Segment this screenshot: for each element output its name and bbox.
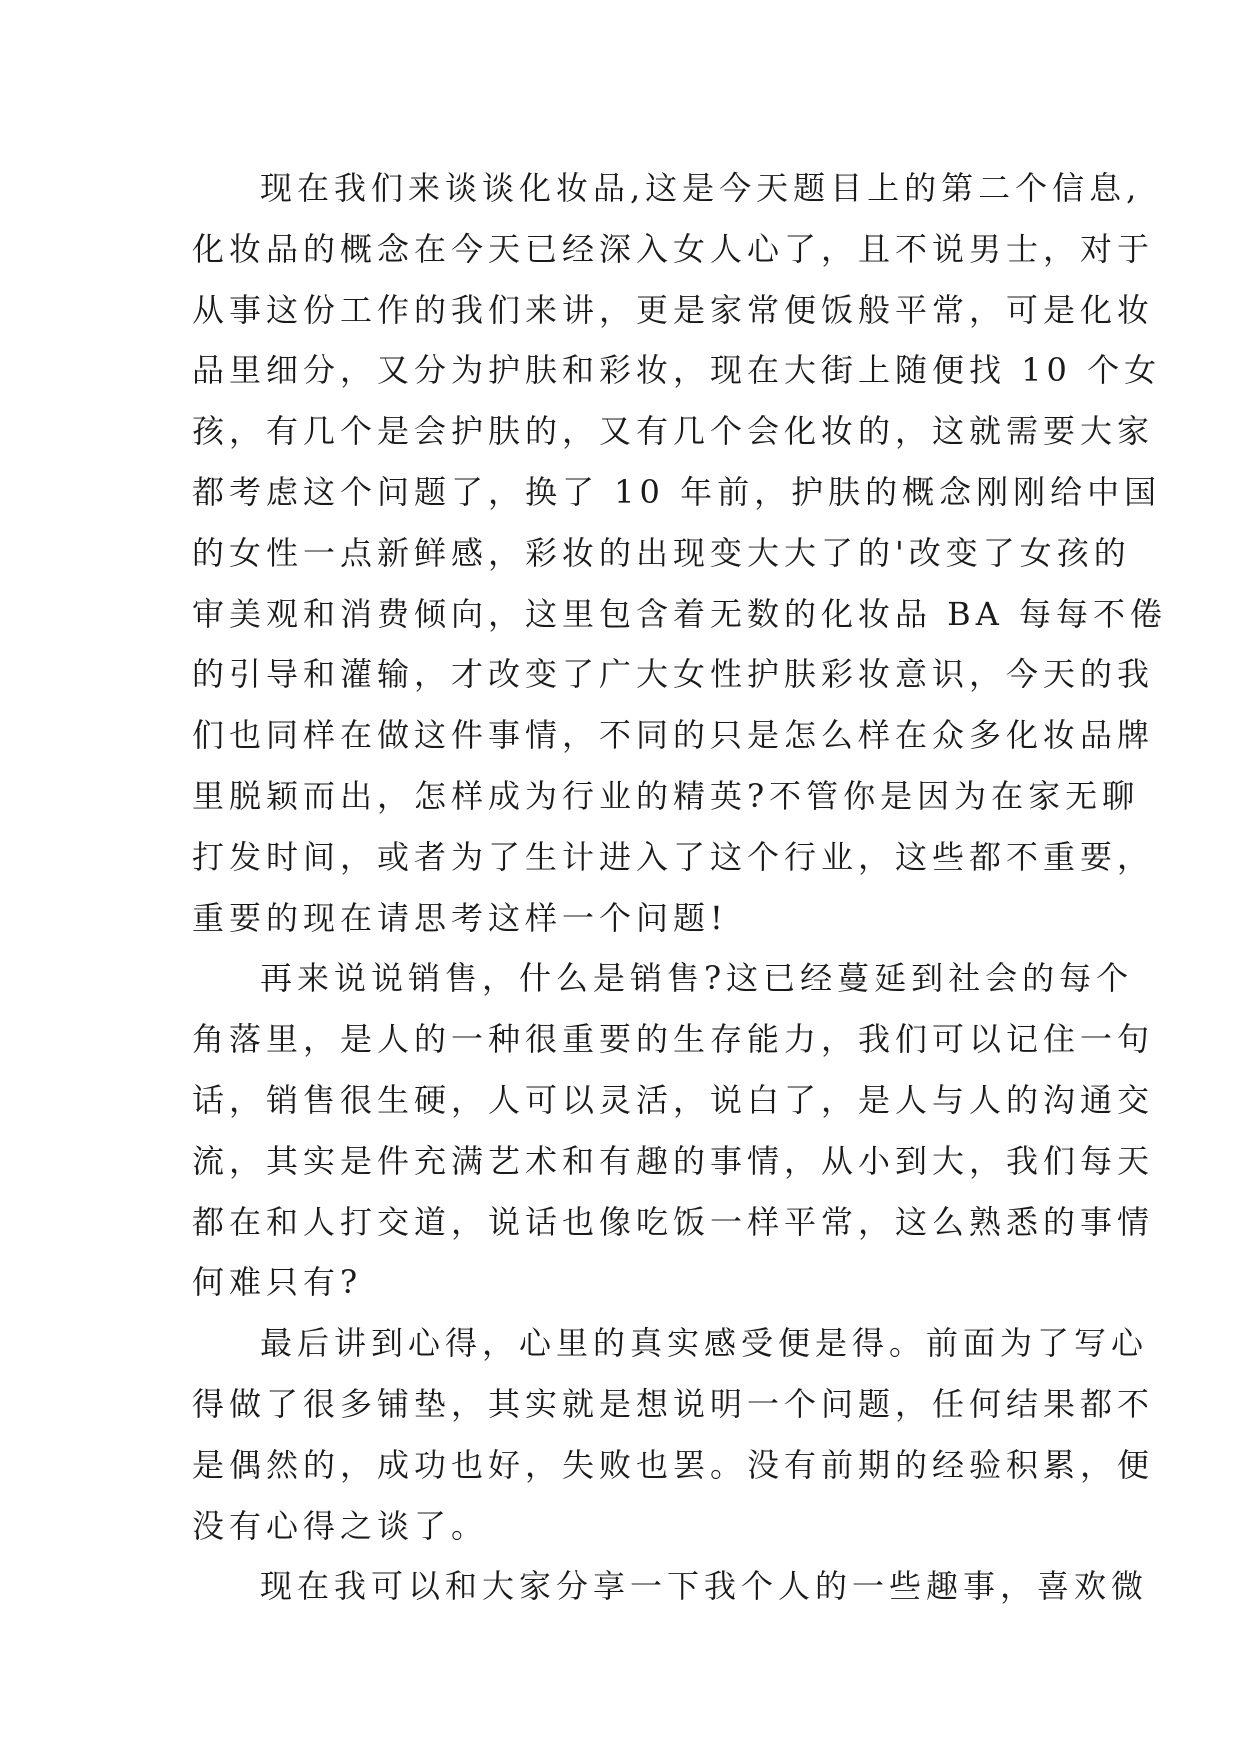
paragraph-line: 何难只有? (192, 1263, 363, 1302)
paragraph-line: 品里细分，又分为护肤和彩妆，现在大街上随便找 10 个女 (192, 351, 1162, 390)
paragraph-line: 审美观和消费倾向，这里包含着无数的化妆品 BA 每每不倦 (192, 594, 1167, 633)
paragraph-line: 重要的现在请思考这样一个问题! (192, 898, 728, 937)
paragraph-line: 是偶然的，成功也好，失败也罢。没有前期的经验积累，便 (192, 1445, 1155, 1484)
paragraph-line: 没有心得之谈了。 (192, 1506, 489, 1545)
paragraph-line: 现在我们来谈谈化妆品,这是今天题目上的第二个信息, (260, 169, 1142, 207)
paragraph-line: 流，其实是件充满艺术和有趣的事情，从小到大，我们每天 (192, 1141, 1155, 1180)
paragraph-line: 从事这份工作的我们来讲，更是家常便饭般平常，可是化妆 (192, 290, 1155, 329)
paragraph-line: 孩，有几个是会护肤的，又有几个会化妆的，这就需要大家 (192, 412, 1155, 451)
paragraph-line: 得做了很多铺垫，其实就是想说明一个问题，任何结果都不 (192, 1384, 1155, 1423)
paragraph-line: 打发时间，或者为了生计进入了这个行业，这些都不重要， (192, 837, 1155, 876)
paragraph-line: 最后讲到心得，心里的真实感受便是得。前面为了写心 (260, 1324, 1149, 1363)
paragraph-line: 里脱颖而出，怎样成为行业的精英?不管你是因为在家无聊 (192, 776, 1140, 815)
paragraph-line: 的引导和灌输，才改变了广大女性护肤彩妆意识，今天的我 (192, 655, 1155, 694)
paragraph-line: 们也同样在做这件事情，不同的只是怎么样在众多化妆品牌 (192, 716, 1155, 755)
paragraph-line: 化妆品的概念在今天已经深入女人心了，且不说男士，对于 (192, 229, 1155, 268)
paragraph-line: 角落里，是人的一种很重要的生存能力，我们可以记住一句 (192, 1020, 1155, 1059)
paragraph-line: 的女性一点新鲜感，彩妆的出现变大大了的'改变了女孩的 (192, 533, 1131, 572)
paragraph-line: 再来说说销售，什么是销售?这已经蔓延到社会的每个 (260, 959, 1134, 998)
paragraph-line: 现在我可以和大家分享一下我个人的一些趣事，喜欢微 (260, 1567, 1149, 1606)
paragraph-line: 都考虑这个问题了，换了 10 年前，护肤的概念刚刚给中国 (192, 472, 1162, 511)
body-text (192, 158, 1167, 1617)
paragraph-line: 话，销售很生硬，人可以灵活，说白了，是人与人的沟通交 (192, 1080, 1155, 1119)
paragraph-line: 都在和人打交道，说话也像吃饭一样平常，这么熟悉的事情 (192, 1202, 1155, 1241)
